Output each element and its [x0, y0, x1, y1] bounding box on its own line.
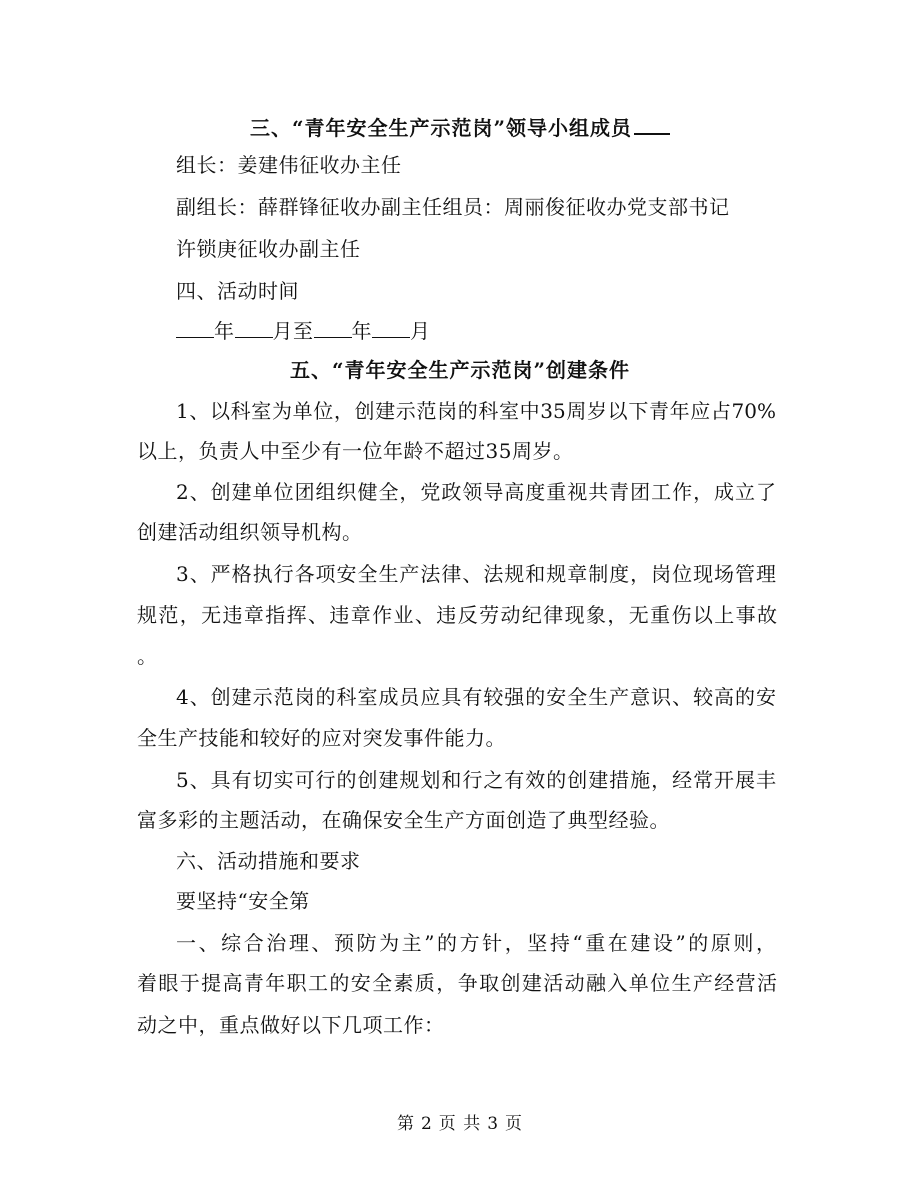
condition-4-line-1: 4、创建示范岗的科室成员应具有较强的安全生产意识、较高的安: [176, 685, 776, 709]
condition-3-line-1: 3、严格执行各项安全生产法律、法规和规章制度，岗位现场管理: [176, 562, 776, 586]
condition-3-line-3: 。: [137, 644, 158, 668]
condition-2-line-1: 2、创建单位团组织健全，党政领导高度重视共青团工作，成立了: [176, 480, 776, 504]
section-6-paragraph-2-line-3: 动之中，重点做好以下几项工作：: [137, 1013, 445, 1037]
condition-5-line-2: 富多彩的主题活动，在确保安全生产方面创造了典型经验。: [137, 808, 670, 832]
condition-2-line-2: 创建活动组织领导机构。: [137, 520, 363, 544]
section-3-heading: [0, 113, 920, 142]
section-6-paragraph-2-line-1: 一、综合治理、预防为主”的方针，坚持“重在建设”的原则，: [176, 931, 776, 955]
section-5-heading: 五、“青年安全生产示范岗”创建条件: [289, 358, 630, 382]
section-6-paragraph-1: 要坚持“安全第: [176, 889, 310, 913]
member-line: 许锁庚征收办副主任: [176, 237, 361, 261]
year-end-label: 年: [351, 319, 372, 343]
heading-underline-blank: [634, 113, 670, 135]
month-end-label: 月: [410, 319, 431, 343]
deputy-line: 副组长：薛群锋征收办副主任组员：周丽俊征收办党支部书记: [176, 195, 730, 219]
section-3-heading-text: 三、“青年安全生产示范岗”领导小组成员: [249, 116, 632, 140]
condition-5-line-1: 5、具有切实可行的创建规划和行之有效的创建措施，经常开展丰: [176, 768, 776, 792]
condition-3-line-2: 规范，无违章指挥、违章作业、违反劳动纪律现象，无重伤以上事故: [137, 603, 777, 627]
month-to-label: 月至: [272, 319, 314, 343]
leader-line: 组长：姜建伟征收办主任: [176, 153, 402, 177]
condition-1-line-1: 1、以科室为单位，创建示范岗的科室中35周岁以下青年应占70%: [176, 399, 776, 423]
year-end-blank: [314, 317, 352, 338]
year-start-blank: [176, 317, 214, 338]
month-end-blank: [372, 317, 410, 338]
year-start-label: 年: [214, 319, 235, 343]
section-6-heading: 六、活动措施和要求: [176, 849, 361, 873]
footer-suffix: 页: [505, 1114, 524, 1134]
current-page-number: 2: [420, 1114, 433, 1134]
page-footer: [0, 1112, 920, 1136]
month-start-blank: [235, 317, 273, 338]
condition-1-line-2: 以上，负责人中至少有一位年龄不超过35周岁。: [137, 439, 574, 463]
footer-prefix: 第: [396, 1114, 415, 1134]
activity-time-line: [176, 317, 776, 345]
section-4-heading: 四、活动时间: [176, 279, 299, 303]
footer-mid: 页 共: [438, 1114, 482, 1134]
section-6-paragraph-2-line-2: 着眼于提高青年职工的安全素质，争取创建活动融入单位生产经营活: [137, 971, 777, 995]
total-pages-number: 3: [487, 1114, 500, 1134]
condition-4-line-2: 全生产技能和较好的应对突发事件能力。: [137, 726, 506, 750]
